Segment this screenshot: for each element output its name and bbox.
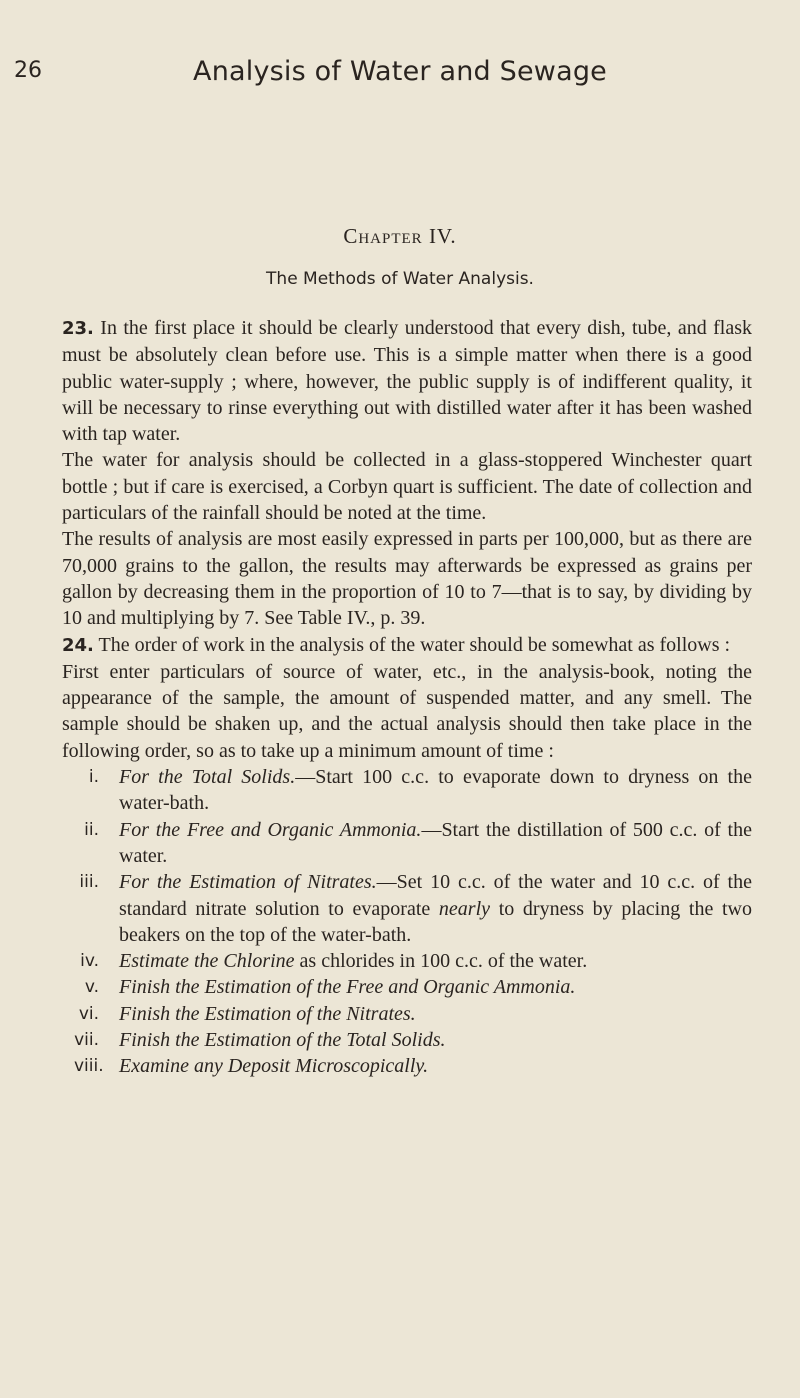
procedure-list <box>62 764 752 1080</box>
list-item-heading: Examine any Deposit Microscopically. <box>119 1055 429 1078</box>
paragraph-23 <box>62 315 752 447</box>
paragraph-24 <box>62 632 752 659</box>
list-item-heading: For the Free and Organic Ammonia. <box>119 818 422 841</box>
chapter-label: Chapter IV. <box>343 224 457 248</box>
list-item-heading: For the Total Solids. <box>119 766 296 789</box>
list-item <box>84 974 752 1000</box>
list-item-number: ii. <box>84 819 99 840</box>
paragraph <box>62 526 752 631</box>
list-item-number: vi. <box>78 1003 99 1024</box>
list-item-number: vii. <box>74 1030 99 1051</box>
paragraph-text: First enter particulars of source of water, etc., in the analysis-book, noting the appearance of the sample, the amount of suspended matter, and any smell. The sample should be shaken up, and the actual analysis should then take place in the following order, so as to take up a minimum amount of time : <box>62 660 752 762</box>
paragraph-text: In the first place it should be clearly understood that every dish, tube, and flask must be absolutely clean before use. This is a simple matter when there is a good public water-supply ; where, however, the public supply is of indifferent quality, it will be necessary to rinse everything out with distilled water after it has been washed with tap water. <box>62 317 752 446</box>
list-item <box>84 764 752 817</box>
list-item <box>79 869 752 948</box>
list-item-text: —Start the distillation of 500 c.c. of the water. <box>119 818 752 867</box>
paragraph-text: The results of analysis are most easily expressed in parts per 100,000, but as there are 70,000 grains to the gallon, the results may afterwards be expressed as grains per gallon by decreasing them in the proportion of 10 to 7—that is to say, by dividing by 10 and multiplying by 7. See Table IV., p. 39. <box>62 528 752 630</box>
list-item-number: iv. <box>80 951 99 972</box>
running-header <box>0 58 800 98</box>
list-item-number: v. <box>84 977 99 998</box>
list-item <box>74 1027 752 1053</box>
list-item-number: i. <box>88 767 99 788</box>
running-title: Analysis of Water and Sewage <box>193 56 607 87</box>
section-title: The Methods of Water Analysis. <box>266 269 534 289</box>
paragraph-number: 24. <box>62 634 94 656</box>
body-text <box>62 315 752 1080</box>
list-item-heading: Finish the Estimation of the Nitrates. <box>119 1002 416 1025</box>
paragraph-number: 23. <box>62 318 94 339</box>
paragraph-text: The order of work in the analysis of the water should be somewhat as follows : <box>98 633 731 656</box>
list-item <box>80 948 752 974</box>
list-item-heading: Finish the Estimation of the Free and Organic Ammonia. <box>119 976 576 999</box>
list-item-text: —Set 10 c.c. of the water and 10 c.c. of the standard nitrate solution to evaporate <box>119 871 752 920</box>
list-item-heading: Finish the Estimation of the Total Solids. <box>119 1029 446 1052</box>
list-item-text: —Start 100 c.c. to evaporate down to dryness on the water-bath. <box>119 766 752 815</box>
list-item-text: to dryness by placing the two beakers on the top of the water-bath. <box>119 897 752 946</box>
list-item <box>78 1001 752 1027</box>
page-number: 26 <box>14 58 42 83</box>
list-item-heading: Estimate the Chlorine <box>119 950 295 973</box>
list-item-number: viii. <box>74 1056 104 1077</box>
emphasis: nearly <box>438 897 491 920</box>
paragraph-text: The water for analysis should be collected in a glass-stoppered Winchester quart bottle ; but if care is exercised, a Corbyn quart is sufficient. The date of collection and particulars of the rainfall should be noted at the time. <box>62 449 752 525</box>
list-item <box>84 817 752 870</box>
paragraph <box>62 659 752 764</box>
list-item-number: iii. <box>79 872 99 893</box>
paragraph <box>62 447 752 526</box>
list-item-text: as chlorides in 100 c.c. of the water. <box>299 950 588 973</box>
list-item <box>74 1053 752 1079</box>
list-item-heading: For the Estimation of Nitrates. <box>119 871 377 894</box>
